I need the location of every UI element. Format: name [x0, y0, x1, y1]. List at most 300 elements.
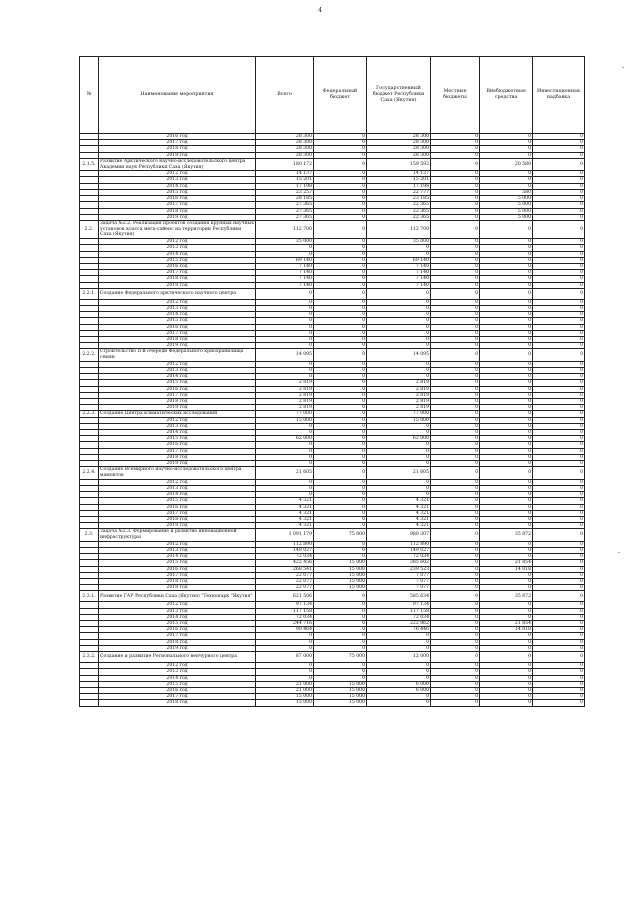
- cell-federal: 0: [314, 448, 367, 454]
- cell-federal: 0: [314, 454, 367, 460]
- table-row: [80, 529, 585, 541]
- row-name: Создание и развитие Регионального венчурного центра: [99, 652, 256, 663]
- cell-investment: 0: [533, 554, 585, 560]
- row-name: 2014 год: [99, 614, 256, 620]
- cell-local: 0: [431, 663, 480, 669]
- cell-state: 112 890: [367, 541, 431, 547]
- cell-total: 0: [256, 361, 314, 367]
- cell-local: 0: [431, 368, 480, 374]
- cell-total: 14 095: [256, 349, 314, 361]
- row-name: 2016 год: [99, 386, 256, 392]
- cell-offbudget: 0: [480, 485, 533, 491]
- cell-local: 0: [431, 541, 480, 547]
- cell-local: 0: [431, 343, 480, 349]
- cell-investment: 0: [533, 270, 585, 276]
- cell-local: 0: [431, 687, 480, 693]
- cell-total: 0: [256, 324, 314, 330]
- row-name: 2013 год: [99, 608, 256, 614]
- cell-offbudget: 0: [480, 430, 533, 436]
- cell-offbudget: 0: [480, 681, 533, 687]
- cell-federal: 0: [314, 639, 367, 645]
- cell-local: 0: [431, 436, 480, 442]
- cell-investment: 0: [533, 349, 585, 361]
- table-body: [80, 134, 585, 707]
- cell-federal: 0: [314, 202, 367, 208]
- cell-federal: 0: [314, 392, 367, 398]
- cell-local: 0: [431, 251, 480, 257]
- cell-offbudget: 0: [480, 454, 533, 460]
- cell-investment: 0: [533, 663, 585, 669]
- cell-offbudget: 0: [480, 305, 533, 311]
- row-name: 2019 год: [99, 461, 256, 467]
- cell-investment: 0: [533, 318, 585, 324]
- cell-state: 2 819: [367, 392, 431, 398]
- cell-investment: 0: [533, 299, 585, 305]
- row-name: 2013 год: [99, 548, 256, 554]
- cell-local: 0: [431, 516, 480, 522]
- cell-total: 0: [256, 645, 314, 651]
- cell-total: 0: [256, 423, 314, 429]
- cell-offbudget: 0: [480, 608, 533, 614]
- cell-total: 422 456: [256, 560, 314, 566]
- row-number: [80, 700, 99, 706]
- cell-investment: 0: [533, 585, 585, 591]
- cell-federal: 0: [314, 361, 367, 367]
- row-name: 2014 год: [99, 430, 256, 436]
- cell-investment: 0: [533, 591, 585, 602]
- header-federal: Федеральный бюджет: [314, 57, 367, 134]
- row-name: 2016 год: [99, 627, 256, 633]
- cell-total: 4 321: [256, 504, 314, 510]
- cell-federal: 0: [314, 177, 367, 183]
- cell-state: 2 819: [367, 399, 431, 405]
- cell-state: 117 158: [367, 608, 431, 614]
- cell-local: 0: [431, 492, 480, 498]
- cell-total: 21 605: [256, 467, 314, 479]
- cell-state: 585 634: [367, 591, 431, 602]
- cell-state: 0: [367, 669, 431, 675]
- cell-local: 0: [431, 263, 480, 269]
- cell-total: 0: [256, 633, 314, 639]
- cell-investment: 0: [533, 343, 585, 349]
- cell-local: 0: [431, 270, 480, 276]
- budget-table: [79, 56, 585, 707]
- cell-federal: 0: [314, 510, 367, 516]
- cell-investment: 0: [533, 140, 585, 146]
- cell-total: 77 000: [256, 411, 314, 417]
- cell-offbudget: 0: [480, 251, 533, 257]
- cell-local: 0: [431, 330, 480, 336]
- row-name: 2012 год: [99, 171, 256, 177]
- cell-state: 4 321: [367, 498, 431, 504]
- cell-state: 385 602: [367, 560, 431, 566]
- cell-total: 0: [256, 318, 314, 324]
- row-name: Развитие ГАУ Республики Саха (Якутия) "Технопарк "Якутия": [99, 591, 256, 602]
- row-name: Задача №2.3. Формирование и развитие инновационной инфраструктуры: [99, 529, 256, 541]
- cell-total: 22 077: [256, 579, 314, 585]
- cell-local: 0: [431, 467, 480, 479]
- row-name: 2015 год: [99, 560, 256, 566]
- row-name: 2013 год: [99, 245, 256, 251]
- cell-total: 35 000: [256, 239, 314, 245]
- cell-state: 72 034: [367, 614, 431, 620]
- cell-state: 159 592: [367, 158, 431, 170]
- cell-state: 0: [367, 343, 431, 349]
- cell-state: 4 321: [367, 510, 431, 516]
- cell-federal: 0: [314, 614, 367, 620]
- table-row: [80, 700, 585, 706]
- cell-state: 0: [367, 245, 431, 251]
- cell-federal: 0: [314, 134, 367, 140]
- cell-state: 0: [367, 299, 431, 305]
- cell-investment: 0: [533, 448, 585, 454]
- cell-investment: 0: [533, 245, 585, 251]
- cell-local: 0: [431, 591, 480, 602]
- cell-local: 0: [431, 461, 480, 467]
- cell-federal: 15 000: [314, 579, 367, 585]
- cell-local: 0: [431, 566, 480, 572]
- row-name: 2017 год: [99, 202, 256, 208]
- cell-investment: 0: [533, 436, 585, 442]
- header-name: Наименование мероприятия: [99, 57, 256, 134]
- cell-investment: 0: [533, 516, 585, 522]
- cell-total: 244 716: [256, 621, 314, 627]
- row-number: 2.3.1.: [80, 591, 99, 602]
- cell-total: 0: [256, 330, 314, 336]
- cell-total: 4 321: [256, 523, 314, 529]
- cell-investment: 0: [533, 208, 585, 214]
- cell-federal: 0: [314, 380, 367, 386]
- cell-state: 23 185: [367, 196, 431, 202]
- row-name: 2014 год: [99, 374, 256, 380]
- cell-federal: 0: [314, 516, 367, 522]
- cell-total: 27 365: [256, 208, 314, 214]
- cell-investment: 0: [533, 312, 585, 318]
- cell-state: 62 000: [367, 436, 431, 442]
- cell-local: 0: [431, 405, 480, 411]
- header-offbudget: Внебюджетные средства: [480, 57, 533, 134]
- cell-state: 0: [367, 430, 431, 436]
- cell-offbudget: 0: [480, 510, 533, 516]
- cell-federal: 0: [314, 349, 367, 361]
- row-name: 2015 год: [99, 681, 256, 687]
- cell-state: 222 862: [367, 621, 431, 627]
- cell-local: 0: [431, 134, 480, 140]
- cell-local: 0: [431, 146, 480, 152]
- cell-state: 69 140: [367, 257, 431, 263]
- cell-local: 0: [431, 208, 480, 214]
- cell-local: 0: [431, 305, 480, 311]
- cell-local: 0: [431, 411, 480, 417]
- cell-total: 0: [256, 454, 314, 460]
- row-name: Развитие Арктического научно-исследовательского центра Академии наук Республики Саха (Якутия): [99, 158, 256, 170]
- cell-offbudget: 0: [480, 270, 533, 276]
- row-name: 2017 год: [99, 572, 256, 578]
- cell-investment: 0: [533, 633, 585, 639]
- cell-offbudget: 0: [480, 380, 533, 386]
- cell-local: 0: [431, 177, 480, 183]
- cell-offbudget: 0: [480, 639, 533, 645]
- cell-total: 4 321: [256, 510, 314, 516]
- cell-federal: 0: [314, 621, 367, 627]
- cell-total: 87 000: [256, 652, 314, 663]
- cell-state: 14 095: [367, 349, 431, 361]
- cell-total: 72 034: [256, 614, 314, 620]
- cell-offbudget: 0: [480, 183, 533, 189]
- row-name: 2014 год: [99, 251, 256, 257]
- cell-investment: 0: [533, 467, 585, 479]
- cell-federal: 0: [314, 374, 367, 380]
- cell-local: 0: [431, 602, 480, 608]
- cell-investment: 0: [533, 276, 585, 282]
- cell-federal: 0: [314, 411, 367, 417]
- cell-federal: 0: [314, 627, 367, 633]
- row-name: 2013 год: [99, 423, 256, 429]
- cell-offbudget: 0: [480, 700, 533, 706]
- cell-state: 239 523: [367, 566, 431, 572]
- cell-investment: 0: [533, 196, 585, 202]
- cell-federal: 0: [314, 541, 367, 547]
- cell-state: 0: [367, 288, 431, 299]
- cell-total: 22 077: [256, 572, 314, 578]
- cell-federal: 0: [314, 196, 367, 202]
- cell-state: 21 605: [367, 467, 431, 479]
- cell-investment: 0: [533, 330, 585, 336]
- cell-total: 28 300: [256, 146, 314, 152]
- cell-offbudget: 5 000: [480, 196, 533, 202]
- cell-offbudget: 0: [480, 442, 533, 448]
- cell-investment: 0: [533, 485, 585, 491]
- header-no: №: [80, 57, 99, 134]
- cell-investment: 0: [533, 405, 585, 411]
- cell-federal: 0: [314, 183, 367, 189]
- row-name: 2017 год: [99, 330, 256, 336]
- cell-total: 21 000: [256, 687, 314, 693]
- cell-federal: 0: [314, 318, 367, 324]
- cell-state: 0: [367, 492, 431, 498]
- cell-total: 15 000: [256, 700, 314, 706]
- cell-federal: 0: [314, 523, 367, 529]
- cell-federal: 0: [314, 423, 367, 429]
- row-name: 2017 год: [99, 633, 256, 639]
- cell-total: 2 819: [256, 380, 314, 386]
- cell-total: 2 819: [256, 386, 314, 392]
- cell-offbudget: 0: [480, 614, 533, 620]
- cell-total: 2 819: [256, 399, 314, 405]
- cell-federal: 0: [314, 368, 367, 374]
- cell-state: 28 300: [367, 146, 431, 152]
- row-name: 2018 год: [99, 639, 256, 645]
- cell-state: 22 777: [367, 189, 431, 195]
- header-local: Местные бюджеты: [431, 57, 480, 134]
- row-name: Создание Всемирного научно-исследовательского центра мамонтов: [99, 467, 256, 479]
- cell-state: 15 000: [367, 417, 431, 423]
- cell-investment: 0: [533, 510, 585, 516]
- cell-local: 0: [431, 189, 480, 195]
- cell-investment: 0: [533, 368, 585, 374]
- cell-state: 28 300: [367, 140, 431, 146]
- cell-investment: 0: [533, 202, 585, 208]
- cell-total: 112 890: [256, 541, 314, 547]
- cell-offbudget: 0: [480, 516, 533, 522]
- cell-total: 0: [256, 312, 314, 318]
- cell-total: 69 140: [256, 257, 314, 263]
- cell-total: 28 300: [256, 140, 314, 146]
- cell-federal: 0: [314, 276, 367, 282]
- cell-offbudget: 0: [480, 448, 533, 454]
- row-name: 2017 год: [99, 140, 256, 146]
- cell-local: 0: [431, 196, 480, 202]
- cell-total: 28 185: [256, 196, 314, 202]
- row-name: Создание Федерального арктического научного центра: [99, 288, 256, 299]
- cell-local: 0: [431, 523, 480, 529]
- row-name: 2016 год: [99, 442, 256, 448]
- cell-offbudget: 0: [480, 263, 533, 269]
- cell-investment: 0: [533, 305, 585, 311]
- cell-local: 0: [431, 299, 480, 305]
- cell-investment: 0: [533, 257, 585, 263]
- cell-investment: 0: [533, 498, 585, 504]
- cell-investment: 0: [533, 700, 585, 706]
- cell-investment: 0: [533, 336, 585, 342]
- cell-local: 0: [431, 257, 480, 263]
- row-name: 2016 год: [99, 263, 256, 269]
- row-number: 2.3.: [80, 529, 99, 541]
- cell-local: 0: [431, 479, 480, 485]
- header-row: [80, 57, 585, 134]
- cell-local: 0: [431, 669, 480, 675]
- row-name: 2012 год: [99, 479, 256, 485]
- cell-local: 0: [431, 652, 480, 663]
- cell-investment: 0: [533, 614, 585, 620]
- cell-offbudget: 0: [480, 299, 533, 305]
- cell-federal: 0: [314, 251, 367, 257]
- cell-local: 0: [431, 417, 480, 423]
- cell-offbudget: 0: [480, 399, 533, 405]
- cell-offbudget: 0: [480, 554, 533, 560]
- cell-federal: 0: [314, 263, 367, 269]
- cell-investment: 0: [533, 627, 585, 633]
- row-name: 2012 год: [99, 299, 256, 305]
- cell-state: 149 027: [367, 548, 431, 554]
- cell-offbudget: 0: [480, 602, 533, 608]
- cell-local: 0: [431, 554, 480, 560]
- cell-investment: 0: [533, 681, 585, 687]
- cell-federal: 0: [314, 220, 367, 238]
- cell-investment: 0: [533, 158, 585, 170]
- cell-total: 97 134: [256, 602, 314, 608]
- cell-federal: 0: [314, 492, 367, 498]
- cell-total: 15 000: [256, 694, 314, 700]
- cell-investment: 0: [533, 639, 585, 645]
- row-name: 2016 год: [99, 134, 256, 140]
- row-name: 2016 год: [99, 687, 256, 693]
- row-name: 2016 год: [99, 504, 256, 510]
- cell-federal: 0: [314, 239, 367, 245]
- row-name: 2014 год: [99, 312, 256, 318]
- cell-total: 0: [256, 442, 314, 448]
- cell-offbudget: 0: [480, 146, 533, 152]
- cell-offbudget: 14 018: [480, 627, 533, 633]
- row-name: 2012 год: [99, 361, 256, 367]
- cell-local: 0: [431, 282, 480, 288]
- cell-local: 0: [431, 645, 480, 651]
- cell-investment: 0: [533, 454, 585, 460]
- cell-federal: 0: [314, 479, 367, 485]
- cell-state: 0: [367, 461, 431, 467]
- cell-federal: 0: [314, 430, 367, 436]
- cell-state: 7 140: [367, 282, 431, 288]
- cell-local: 0: [431, 239, 480, 245]
- row-name: 2018 год: [99, 399, 256, 405]
- cell-total: 0: [256, 479, 314, 485]
- cell-offbudget: 0: [480, 177, 533, 183]
- cell-federal: 0: [314, 548, 367, 554]
- cell-offbudget: 0: [480, 330, 533, 336]
- cell-federal: 0: [314, 399, 367, 405]
- cell-investment: 0: [533, 324, 585, 330]
- cell-state: 980 307: [367, 529, 431, 541]
- cell-local: 0: [431, 140, 480, 146]
- cell-offbudget: 0: [480, 245, 533, 251]
- cell-investment: 0: [533, 461, 585, 467]
- cell-local: 0: [431, 579, 480, 585]
- table-row: [80, 158, 585, 170]
- cell-offbudget: 0: [480, 579, 533, 585]
- cell-state: 0: [367, 645, 431, 651]
- cell-offbudget: 0: [480, 152, 533, 158]
- row-name: 2014 год: [99, 492, 256, 498]
- cell-offbudget: 0: [480, 343, 533, 349]
- cell-federal: 0: [314, 442, 367, 448]
- cell-federal: 0: [314, 554, 367, 560]
- cell-state: 0: [367, 675, 431, 681]
- cell-state: 97 134: [367, 602, 431, 608]
- cell-offbudget: 0: [480, 417, 533, 423]
- cell-investment: 0: [533, 220, 585, 238]
- cell-local: 0: [431, 572, 480, 578]
- cell-local: 0: [431, 485, 480, 491]
- row-name: 2019 год: [99, 645, 256, 651]
- cell-federal: 0: [314, 336, 367, 342]
- cell-offbudget: 0: [480, 324, 533, 330]
- page-number: 4: [318, 7, 322, 14]
- row-name: 2014 год: [99, 675, 256, 681]
- table-row: [80, 349, 585, 361]
- cell-local: 0: [431, 614, 480, 620]
- cell-state: 0: [367, 633, 431, 639]
- cell-offbudget: 0: [480, 663, 533, 669]
- cell-offbudget: 0: [480, 368, 533, 374]
- cell-investment: 0: [533, 602, 585, 608]
- row-name: 2013 год: [99, 368, 256, 374]
- cell-total: 27 365: [256, 214, 314, 220]
- cell-offbudget: 0: [480, 523, 533, 529]
- cell-total: 7 140: [256, 276, 314, 282]
- cell-offbudget: 0: [480, 374, 533, 380]
- cell-investment: 0: [533, 239, 585, 245]
- cell-local: 0: [431, 454, 480, 460]
- cell-federal: 0: [314, 663, 367, 669]
- cell-local: 0: [431, 423, 480, 429]
- cell-offbudget: 0: [480, 349, 533, 361]
- table-row: [80, 652, 585, 663]
- cell-total: 0: [256, 492, 314, 498]
- cell-investment: 0: [533, 263, 585, 269]
- cell-local: 0: [431, 510, 480, 516]
- cell-offbudget: 0: [480, 436, 533, 442]
- cell-state: 0: [367, 251, 431, 257]
